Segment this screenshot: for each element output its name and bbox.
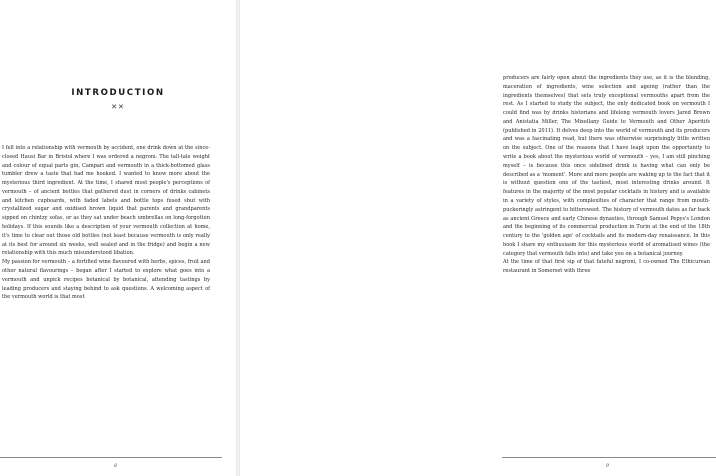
paragraph: I fell into a relationship with vermouth by accident, one drink down at the since-closed Hausi Bar in Bristol where I was ordered a negroni. The tall-tale weight and colour of equal parts gin, Campari and vermouth in a thick-bottomed glass tumbler drew a taste that had me hooked. I wanted to know more about the mysterious third ingredient. At the time, I shared most people's perceptions of vermouth – of ancient bottles that gathered dust in corners of drinks cabinets and kitchen cupboards, with faded labels and bottle tops fused shut with crystallized sugar and oxidised brown liquid that parents and grandparents sipped on chintzy sofas, or as they sat under beach umbrellas on long-forgotten holidays. If this sounds like a description of your vermouth collection at home, it's time to clear out those old bottles (not least because vermouth is only really at its best for around six weeks, well sealed and in the fridge) and begin a new relationship with this much misunderstood libation. — [2, 145, 210, 257]
paragraph: producers are fairly open about the ingredients they use, as it is the blending, maceration of ingredients, wine selection and ageing (rather than the ingredients themselves) that sets truly exceptional vermouths apart from the rest. As I started to study the subject, the only dedicated book on vermouth I could find was by drinks historians and lifelong vermouth lovers Jared Brown and Anistatia Miller, The Mixellany Guide to Vermouth and Other Aperitifs (published in 2011). It delves deep into the world of vermouth and its producers and was a fascinating read, but there was otherwise surprisingly little written on the subject. One of the reasons that I have leapt upon the opportunity to write a book about the mysterious world of vermouth – yes, I am still pinching myself – is because this once sidelined drink is having what can only be described as a 'moment'. More and more people are waking up to the fact that it is without question one of the tastiest, most interesting drinks around. It features in the majority of the most popular cocktails in history and is available in a variety of styles, with complexities of character that range from mouth-puckeringly astringent to bittersweet. The history of vermouth dates as far back as ancient Greece and early Chinese dynasties, through Samuel Pepys's London and the beginning of its commercial production in Turin at the end of the 18th century to the 'golden age' of cocktails and its modern-day renaissance. In this book I share my enthusiasm for this mysterious world of aromatised wines (the category that vermouth falls into) and take you on a botanical journey. — [503, 75, 710, 257]
footer-rule — [502, 457, 716, 458]
page-number: 8 — [114, 464, 117, 469]
chapter-title: INTRODUCTION — [71, 88, 165, 98]
right-page — [240, 0, 710, 476]
right-body-text — [503, 74, 710, 276]
left-body-text — [2, 144, 210, 302]
paragraph: At the time of that first sip of that fateful negroni, I co-owned The Ethicurean restaurant in Somerset with three — [503, 259, 710, 275]
page-number: 9 — [606, 464, 609, 469]
left-page — [0, 0, 236, 476]
ornament-icon: ✕✕ — [111, 103, 125, 111]
paragraph: My passion for vermouth – a fortified wine flavoured with herbs, spices, fruit and other natural flavourings – began after I started to explore what goes into a vermouth and unpick recipes botanical by botanical, attending tastings by leading producers and staying behind to ask questions. A welcoming aspect of the vermouth world is that most — [2, 259, 210, 301]
footer-rule — [0, 457, 222, 458]
